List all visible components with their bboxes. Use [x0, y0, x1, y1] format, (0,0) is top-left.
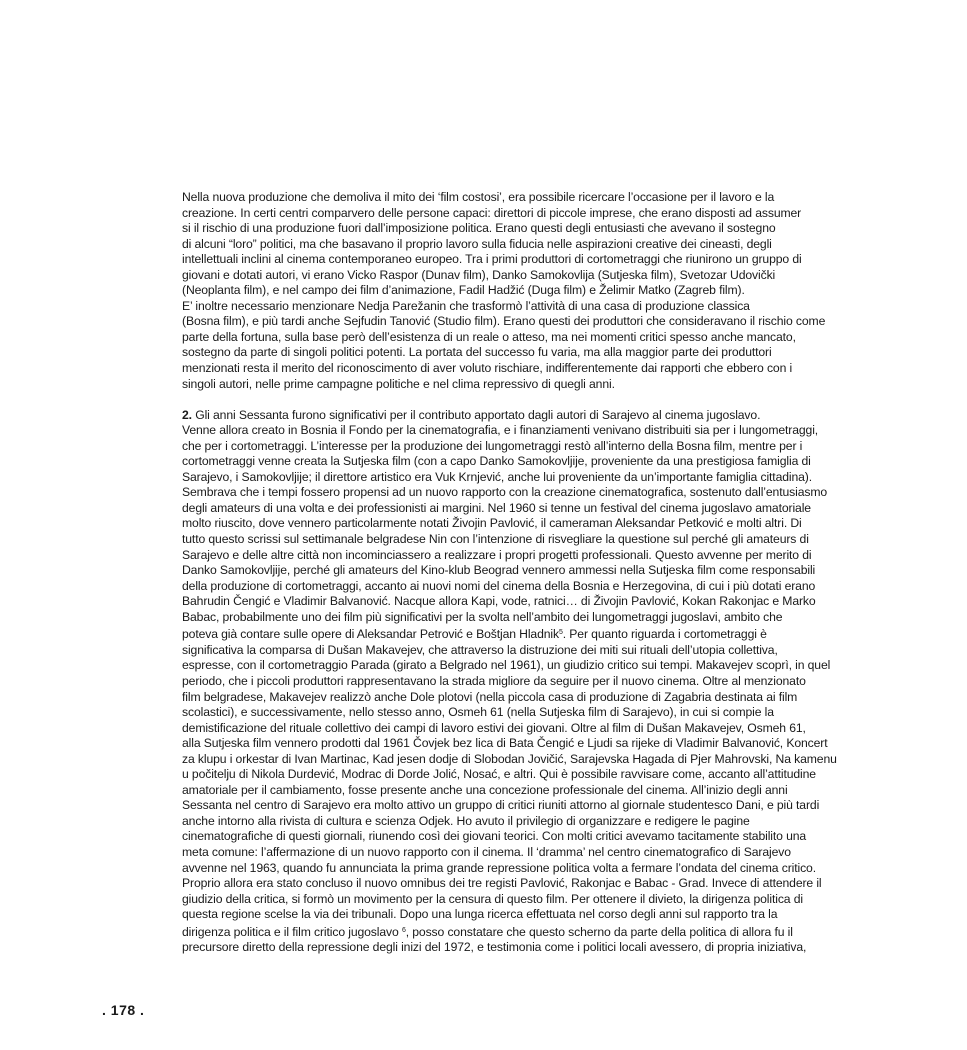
text-line: film belgradese, Makavejev realizzò anche Dole plotovi (nella piccola casa di produzione di Zagabria destinata ai film — [182, 689, 798, 704]
section-2-lead-text: Gli anni Sessanta furono significativi per il contributo apportato dagli autori di Sarajevo al cinema jugoslavo. — [195, 407, 761, 422]
text-line: intellettuali inclini al cinema contemporaneo europeo. Tra i primi produttori di cortometraggi che riunirono un gruppo di — [182, 252, 802, 267]
text-segment: . Per quanto riguarda i cortometraggi è — [562, 627, 767, 642]
text-line: amatoriale per il cambiamento, fosse presente anche una concezione professionale del cinema. All’inizio degli anni — [182, 782, 788, 797]
text-line-with-footnote — [182, 625, 890, 643]
text-segment: dirigenza politica e il film critico jugoslavo — [182, 924, 399, 939]
text-line: Proprio allora era stato concluso il nuovo omnibus dei tre registi Pavlović, Rakonjac e Babac - Grad. Invece di attendere il — [182, 876, 822, 891]
text-line: significativa la comparsa di Dušan Makavejev, che attraverso la distruzione dei miti sui rituali dell’utopia collettiva, — [182, 642, 778, 657]
text-line: Sarajevo e delle altre città non incominciassero a realizzare i propri progetti professionali. Questo avvenne per merito di — [182, 547, 812, 562]
text-line: creazione. In certi centri comparvero delle persone capaci: direttori di piccole imprese, che erano disposti ad assumer — [182, 205, 802, 220]
text-line: questa regione scelse la via dei tribunali. Dopo una lunga ricerca effettuata nel corso degli anni sul rapporto tra la — [182, 907, 778, 922]
text-line: di alcuni “loro” politici, ma che basavano il proprio lavoro sulla fiducia nelle aspirazioni creative dei cineasti, degli — [182, 236, 772, 251]
text-line: Venne allora creato in Bosnia il Fondo per la cinematografia, e i finanziamenti venivano distribuiti sia per i lungometraggi, — [182, 423, 819, 438]
paragraph-producers — [182, 190, 890, 392]
text-line: sostegno da parte di singoli politici potenti. La portata del successo fu varia, ma alla maggior parte dei produttori — [182, 345, 772, 360]
text-segment: , posso constatare che questo scherno da parte della politica di allora fu il — [405, 924, 793, 939]
footnote-marker: 6 — [401, 926, 406, 934]
text-line: Babac, probabilmente uno dei film più significativi per la svolta nell’ambito dei lungometraggi jugoslavi, ambito che — [182, 609, 783, 624]
text-line: Sarajevo, i Samokovlјije; il direttore artistico era Vuk Krnjević, anche lui proveniente da un’importante famiglia cittadina). — [182, 469, 813, 484]
text-line: Bahrudin Čengić e Vladimir Balvanović. Nacque allora Kapi, vode, ratnici… di Živojin Pavlović, Kokan Rakonjac e Marko — [182, 594, 816, 609]
text-line: Sessanta nel centro di Sarajevo era molto attivo un gruppo di critici riuniti attorno al giornale studentesco Dani, e più tardi — [182, 798, 820, 813]
text-line: parte della fortuna, sulla base però dell’esistenza di un reale o atteso, ma nei momenti critici spesso anche mancato, — [182, 329, 796, 344]
section-number: 2. — [182, 407, 192, 422]
text-line: za klupu i orkestar di Ivan Martinac, Kad jesen dodje di Slobodan Jovičić, Sarajevska Hagada di Pjer Mahrovski, Na kamenu — [182, 751, 837, 766]
text-line: anche intorno alla rivista di cultura e scienza Odjek. Ho avuto il privilegio di organizzare e redigere le pagine — [182, 813, 750, 828]
text-line: che per i cortometraggi. L’interesse per la produzione dei lungometraggi restò all’interno della Bosna film, mentre per i — [182, 438, 803, 453]
text-line: alla Sutjeska film vennero prodotti dal 1961 Čovjek bez lica di Bata Čengić e Ljudi sa rijeke di Vladimir Balvanović, Koncert — [182, 736, 828, 751]
page-number: . 178 . — [102, 1002, 145, 1018]
text-line: giovani e dotati autori, vi erano Vicko Raspor (Dunav film), Danko Samokovlija (Sutjeska film), Svetozar Udovički — [182, 267, 776, 282]
body-text-column — [182, 190, 890, 956]
text-line: degli amateurs di una volta e dei professionisti ai margini. Nel 1960 si tenne un festival del cinema jugoslavo amatoriale — [182, 500, 811, 515]
text-line-with-footnote — [182, 923, 890, 941]
text-line: (Neoplanta film), e nel campo dei film d’animazione, Fadil Hadžić (Duga film) e Želimir Matko (Zagreb film). — [182, 283, 745, 298]
text-line: precursore diretto della repressione degli inizi del 1972, e testimonia come i politici locali avessero, di propria iniziativa, — [182, 940, 807, 955]
text-line: (Bosna film), e più tardi anche Sejfudin Tanović (Studio film). Erano questi dei produttori che consideravano il rischio come — [182, 314, 826, 329]
text-line: u počitelju di Nikola Durdević, Modrac di Dorde Jolić, Nosać, e altri. Qui è possibile ravvisare come, accanto all’attitudine — [182, 767, 816, 782]
text-line: cinematografiche di questi giornali, riunendo così dei giovani teorici. Con molti critici avevamo tacitamente stabilito una — [182, 829, 807, 844]
text-line: espresse, con il cortometraggio Parada (girato a Belgrado nel 1961), un giudizio critico sui tempi. Makavejev scoprì, in quel — [182, 658, 831, 673]
text-line: scolastici), e successivamente, nello stesso anno, Osmeh 61 (nella Sutjeska film di Sarajevo), in cui si compie la — [182, 705, 774, 720]
text-line: giudizio della critica, si formò un movimento per la censura di questo film. Per ottenere il divieto, la dirigenza politica di — [182, 891, 803, 906]
text-line: Danko Samokovlјije, perché gli amateurs del Kino-klub Beograd vennero ammessi nella Sutjeska film come responsabili — [182, 563, 816, 578]
text-line: menzionati resta il merito del riconoscimento di aver voluto rischiare, indifferentemente dai rapporti che ebbero con i — [182, 361, 793, 376]
section-2-first-line — [182, 408, 890, 424]
text-line: periodo, che i piccoli produttori rappresentavano la strada migliore da seguire per il nuovo cinema. Oltre al menzionato — [182, 673, 806, 688]
text-line: Nella nuova produzione che demoliva il mito dei ‘film costosi’, era possibile ricercare l’occasione per il lavoro e la — [182, 190, 775, 204]
text-line: demistificazione del rituale collettivo dei campi di lavoro estivi dei giovani. Oltre al film di Dušan Makavejev, Osmeh 61, — [182, 720, 806, 735]
text-line: cortometraggi venne creata la Sutjeska film (con a capo Danko Samokovlјije, proveniente da una prestigiosa famiglia di — [182, 454, 811, 469]
footnote-marker: 5 — [558, 629, 563, 637]
text-line: singoli autori, nelle prime campagne politiche e nel clima repressivo di quegli anni. — [182, 376, 615, 391]
text-line: della produzione di cortometraggi, accanto ai nuovi nomi del cinema della Bosnia e Herzegovina, di cui i più dotati erano — [182, 578, 816, 593]
text-line: E’ inoltre necessario menzionare Nedja Parežanin che trasformò l’attività di una casa di produzione classica — [182, 298, 750, 313]
text-line: avvenne nel 1963, quando fu annunciata la prima grande repressione politica volta a fermare l’ondata del cinema critico. — [182, 860, 816, 875]
text-line: tutto questo scrissi sul settimanale belgradese Nin con l’intenzione di risvegliare la questione sul perché gli amateurs di — [182, 532, 809, 547]
text-line: si il rischio di una produzione fuori dall’imposizione politica. Erano questi degli entusiasti che avevano il sostegno — [182, 221, 776, 236]
text-line: molto riuscito, dove vennero particolarmente notati Živojin Pavlović, il cameraman Aleksandar Petković e molti altri. Di — [182, 516, 802, 531]
text-segment: poteva già contare sulle opere di Aleksandar Petrović e Boštjan Hladnik — [182, 627, 559, 642]
text-line: meta comune: l’affermazione di un nuovo rapporto con il cinema. Il ‘dramma’ nel centro cinematografico di Sarajevo — [182, 844, 791, 859]
section-2 — [182, 408, 890, 956]
text-line: Sembrava che i tempi fossero propensi ad un nuovo rapporto con la creazione cinematografica, sostenuto dall’entusiasmo — [182, 485, 828, 500]
